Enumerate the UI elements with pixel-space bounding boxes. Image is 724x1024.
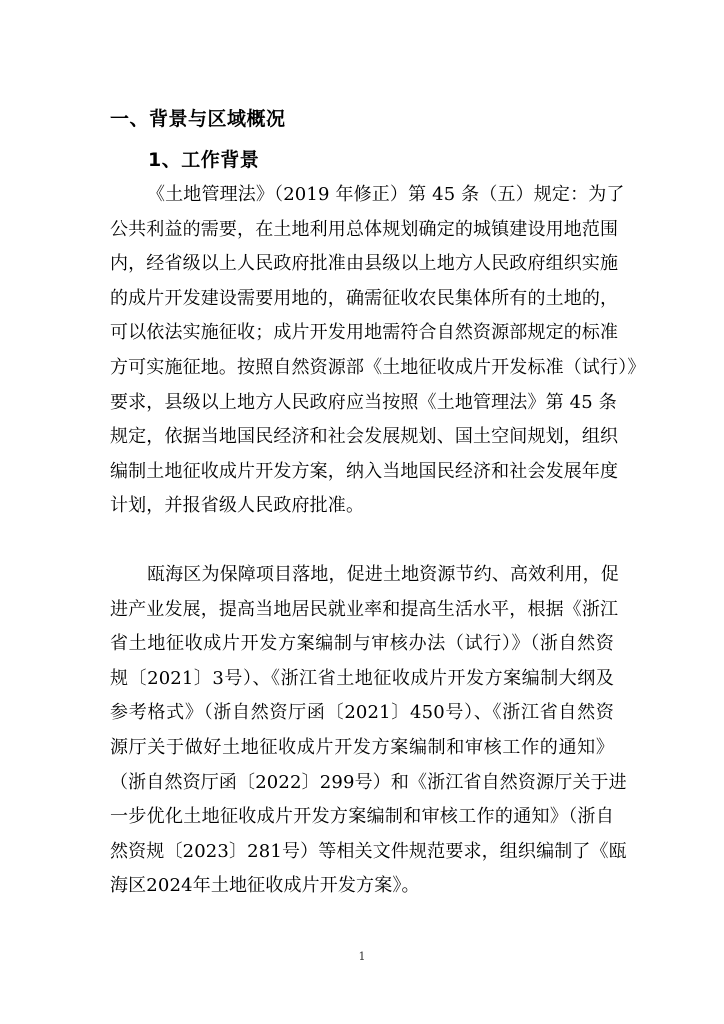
paragraph-line: 规〔2021〕3号）、《浙江省土地征收成片开发方案编制大纲及 xyxy=(110,667,614,689)
paragraph-line: 要求，县级以上地方人民政府应当按照《土地管理法》第 45 条 xyxy=(110,391,617,413)
paragraph-line: 内，经省级以上人民政府批准由县级以上地方人民政府组织实施 xyxy=(110,253,619,275)
paragraph-line: 参考格式》（浙自然资厅函〔2021〕450号）、《浙江省自然资 xyxy=(110,702,614,724)
paragraph-line: 编制土地征收成片开发方案，纳入当地国民经济和社会发展年度 xyxy=(110,460,619,482)
paragraph-line: 进产业发展，提高当地居民就业率和提高生活水平，根据《浙江 xyxy=(110,598,619,620)
paragraph-line: 可以依法实施征收；成片开发用地需符合自然资源部规定的标准 xyxy=(110,322,619,344)
paragraph-line: 计划，并报省级人民政府批准。 xyxy=(110,495,365,517)
subsection-heading: 1、工作背景 xyxy=(148,149,260,171)
paragraph-line: 《土地管理法》（2019 年修正）第 45 条（五）规定：为了 xyxy=(147,184,625,205)
paragraph-line: 然资规〔2023〕281号）等相关文件规范要求，组织编制了《瓯 xyxy=(110,840,627,862)
paragraph-line: 规定，依据当地国民经济和社会发展规划、国土空间规划，组织 xyxy=(110,426,619,448)
paragraph-line: 一步优化土地征收成片开发方案编制和审核工作的通知》（浙自 xyxy=(110,806,614,828)
paragraph-work-background xyxy=(110,178,646,524)
section-heading: 一、背景与区域概况 xyxy=(110,108,286,130)
paragraph-line: 方可实施征地。按照自然资源部《土地征收成片开发标准（试行）》 xyxy=(110,356,646,378)
paragraph-line: 源厅关于做好土地征收成片开发方案编制和审核工作的通知》 xyxy=(110,736,614,758)
paragraph-line: 的成片开发建设需要用地的，确需征收农民集体所有的土地的， xyxy=(110,287,619,309)
paragraph-line: 海区2024年土地征收成片开发方案》。 xyxy=(110,875,420,897)
paragraph-line: 公共利益的需要，在土地利用总体规划确定的城镇建设用地范围 xyxy=(110,218,619,240)
paragraph-line: （浙自然资厅函〔2022〕299号）和《浙江省自然资源厅关于进 xyxy=(110,771,627,793)
paragraph-line: 省土地征收成片开发方案编制与审核办法（试行）》（浙自然资 xyxy=(110,633,614,655)
paragraph-line: 瓯海区为保障项目落地，促进土地资源节约、高效利用，促 xyxy=(147,564,619,585)
page-number: 1 xyxy=(358,950,366,963)
paragraph-ouhai-basis xyxy=(110,558,627,904)
